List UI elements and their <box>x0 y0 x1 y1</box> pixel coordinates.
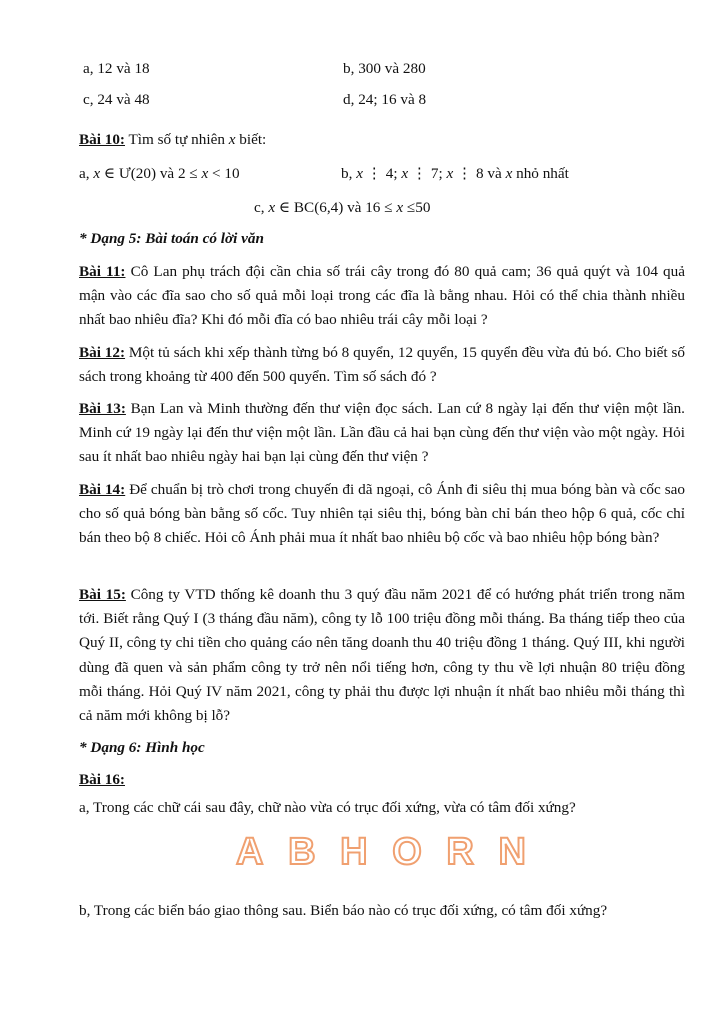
exercise-16-part-a: a, Trong các chữ cái sau đây, chữ nào vừa có trục đối xứng, vừa có tâm đối xứng? <box>79 799 576 816</box>
part-b-text: ⋮ 4; <box>362 165 402 182</box>
option-b: b, 300 và 280 <box>343 60 426 77</box>
variable-x: x <box>201 165 209 182</box>
exercise-10-part-c-row <box>79 198 685 222</box>
variable-x: x <box>268 199 276 216</box>
exercise-13-title: Bài 13: <box>79 400 126 417</box>
part-c-end: ≤50 <box>403 199 431 216</box>
exercise-10-title: Bài 10: <box>79 131 125 148</box>
exercise-10-prompt <box>79 131 685 155</box>
exercise-15-text: Công ty VTD thống kê doanh thu 3 quý đầu năm 2021 để có hướng phát triển trong năm tới. Biết rằng Quý I (3 tháng đầu năm), công ty lỗ 100 triệu đồng mỗi tháng. Ba tháng tiếp theo của Quý II, công ty chi tiền cho quảng cáo nên tăng doanh thu 40 triệu đồng 1 tháng. Quý III, khi người dùng đã quen và sản phẩm công ty trở nên nổi tiếng hơn, công ty thu về lợi nhuận 80 triệu đồng mỗi tháng. Hỏi Quý IV năm 2021, công ty phải thu được lợi nhuận ít nhất bao nhiêu mỗi tháng thì cả năm mới không bị lỗ? <box>79 586 685 725</box>
exercise-10-prompt-text: Tìm số tự nhiên <box>125 131 229 148</box>
exercise-10-part-a <box>79 164 240 183</box>
variable-x: x <box>228 131 236 148</box>
exercise-15 <box>79 583 685 728</box>
exercise-14-title: Bài 14: <box>79 481 126 498</box>
section-heading-type-5: * Dạng 5: Bài toán có lời văn <box>79 230 264 247</box>
exercise-13-text: Bạn Lan và Minh thường đến thư viện đọc sách. Lan cứ 8 ngày lại đến thư viện một lần. Minh cứ 19 ngày lại đến thư viện một lần. Lần đầu cả hai bạn cùng đến thư viện vào một ngày. Hỏi sau ít nhất bao nhiêu ngày hai bạn lại cùng đến thư viện ? <box>79 400 685 466</box>
part-a-prefix: a, <box>79 165 94 182</box>
option-a: a, 12 và 18 <box>83 60 150 77</box>
exercise-11-title: Bài 11: <box>79 263 126 280</box>
variable-x: x <box>446 165 454 182</box>
exercise-10-prompt-end: biết: <box>235 131 267 148</box>
variable-x: x <box>505 165 513 182</box>
part-b-end: nhỏ nhất <box>512 165 569 182</box>
part-b-text: ⋮ 8 và <box>453 165 506 182</box>
letter-r: R <box>446 830 474 873</box>
exercise-10-part-c <box>254 198 430 217</box>
letter-a: A <box>236 830 264 873</box>
part-b-text: ⋮ 7; <box>408 165 447 182</box>
symmetry-letters <box>236 828 526 876</box>
variable-x: x <box>401 165 409 182</box>
options-row-2 <box>79 91 685 115</box>
variable-x: x <box>396 199 404 216</box>
exercise-14-text: Để chuẩn bị trò chơi trong chuyến đi dã ngoại, cô Ánh đi siêu thị mua bóng bàn và cốc sao cho số quả bóng bàn bằng số cốc. Tuy nhiên tại siêu thị, bóng bàn chỉ bán theo hộp 6 quả, cốc chỉ bán theo bộ 8 chiếc. Hỏi cô Ánh phải mua ít nhất bao nhiêu bộ cốc và bao nhiêu hộp bóng bàn? <box>79 481 685 547</box>
exercise-16-title: Bài 16: <box>79 771 125 788</box>
letter-b: B <box>288 830 316 873</box>
exercise-10-part-b <box>341 164 569 183</box>
part-c-prefix: c, <box>254 199 269 216</box>
part-c-middle: ∈ BC(6,4) và 16 ≤ <box>275 199 397 216</box>
exercise-15-title: Bài 15: <box>79 586 126 603</box>
exercise-12 <box>79 341 685 389</box>
option-c: c, 24 và 48 <box>83 91 150 108</box>
option-d: d, 24; 16 và 8 <box>343 91 427 108</box>
exercise-13 <box>79 397 685 470</box>
letter-n: N <box>498 830 526 873</box>
letter-h: H <box>340 830 368 873</box>
exercise-14 <box>79 478 685 551</box>
options-row-1 <box>79 60 685 84</box>
variable-x: x <box>356 165 363 182</box>
part-b-prefix: b, <box>341 165 357 182</box>
exercise-11 <box>79 260 685 333</box>
part-a-middle: ∈ Ư(20) và 2 ≤ <box>100 165 202 182</box>
letter-o: O <box>392 830 422 873</box>
exercise-12-title: Bài 12: <box>79 344 126 361</box>
exercise-12-text: Một tủ sách khi xếp thành từng bó 8 quyển, 12 quyển, 15 quyển đều vừa đủ bó. Cho biết số sách trong khoảng từ 400 đến 500 quyển. Tìm số sách đó ? <box>79 344 685 386</box>
part-a-end: < 10 <box>208 165 240 182</box>
section-heading-type-6: * Dạng 6: Hình học <box>79 739 205 756</box>
variable-x: x <box>93 165 101 182</box>
exercise-16-part-b: b, Trong các biển báo giao thông sau. Biển báo nào có trục đối xứng, có tâm đối xứng? <box>79 902 608 919</box>
exercise-11-text: Cô Lan phụ trách đội cần chia số trái cây trong đó 80 quả cam; 36 quả quýt và 104 quả mận vào các đĩa sao cho số quả mỗi loại trong các đĩa là bằng nhau. Hỏi có thể chia thành nhiều nhất bao nhiêu đĩa? Khi đó mỗi đĩa có bao nhiêu trái cây mỗi loại ? <box>79 263 685 329</box>
exercise-10-parts-ab <box>79 164 685 188</box>
